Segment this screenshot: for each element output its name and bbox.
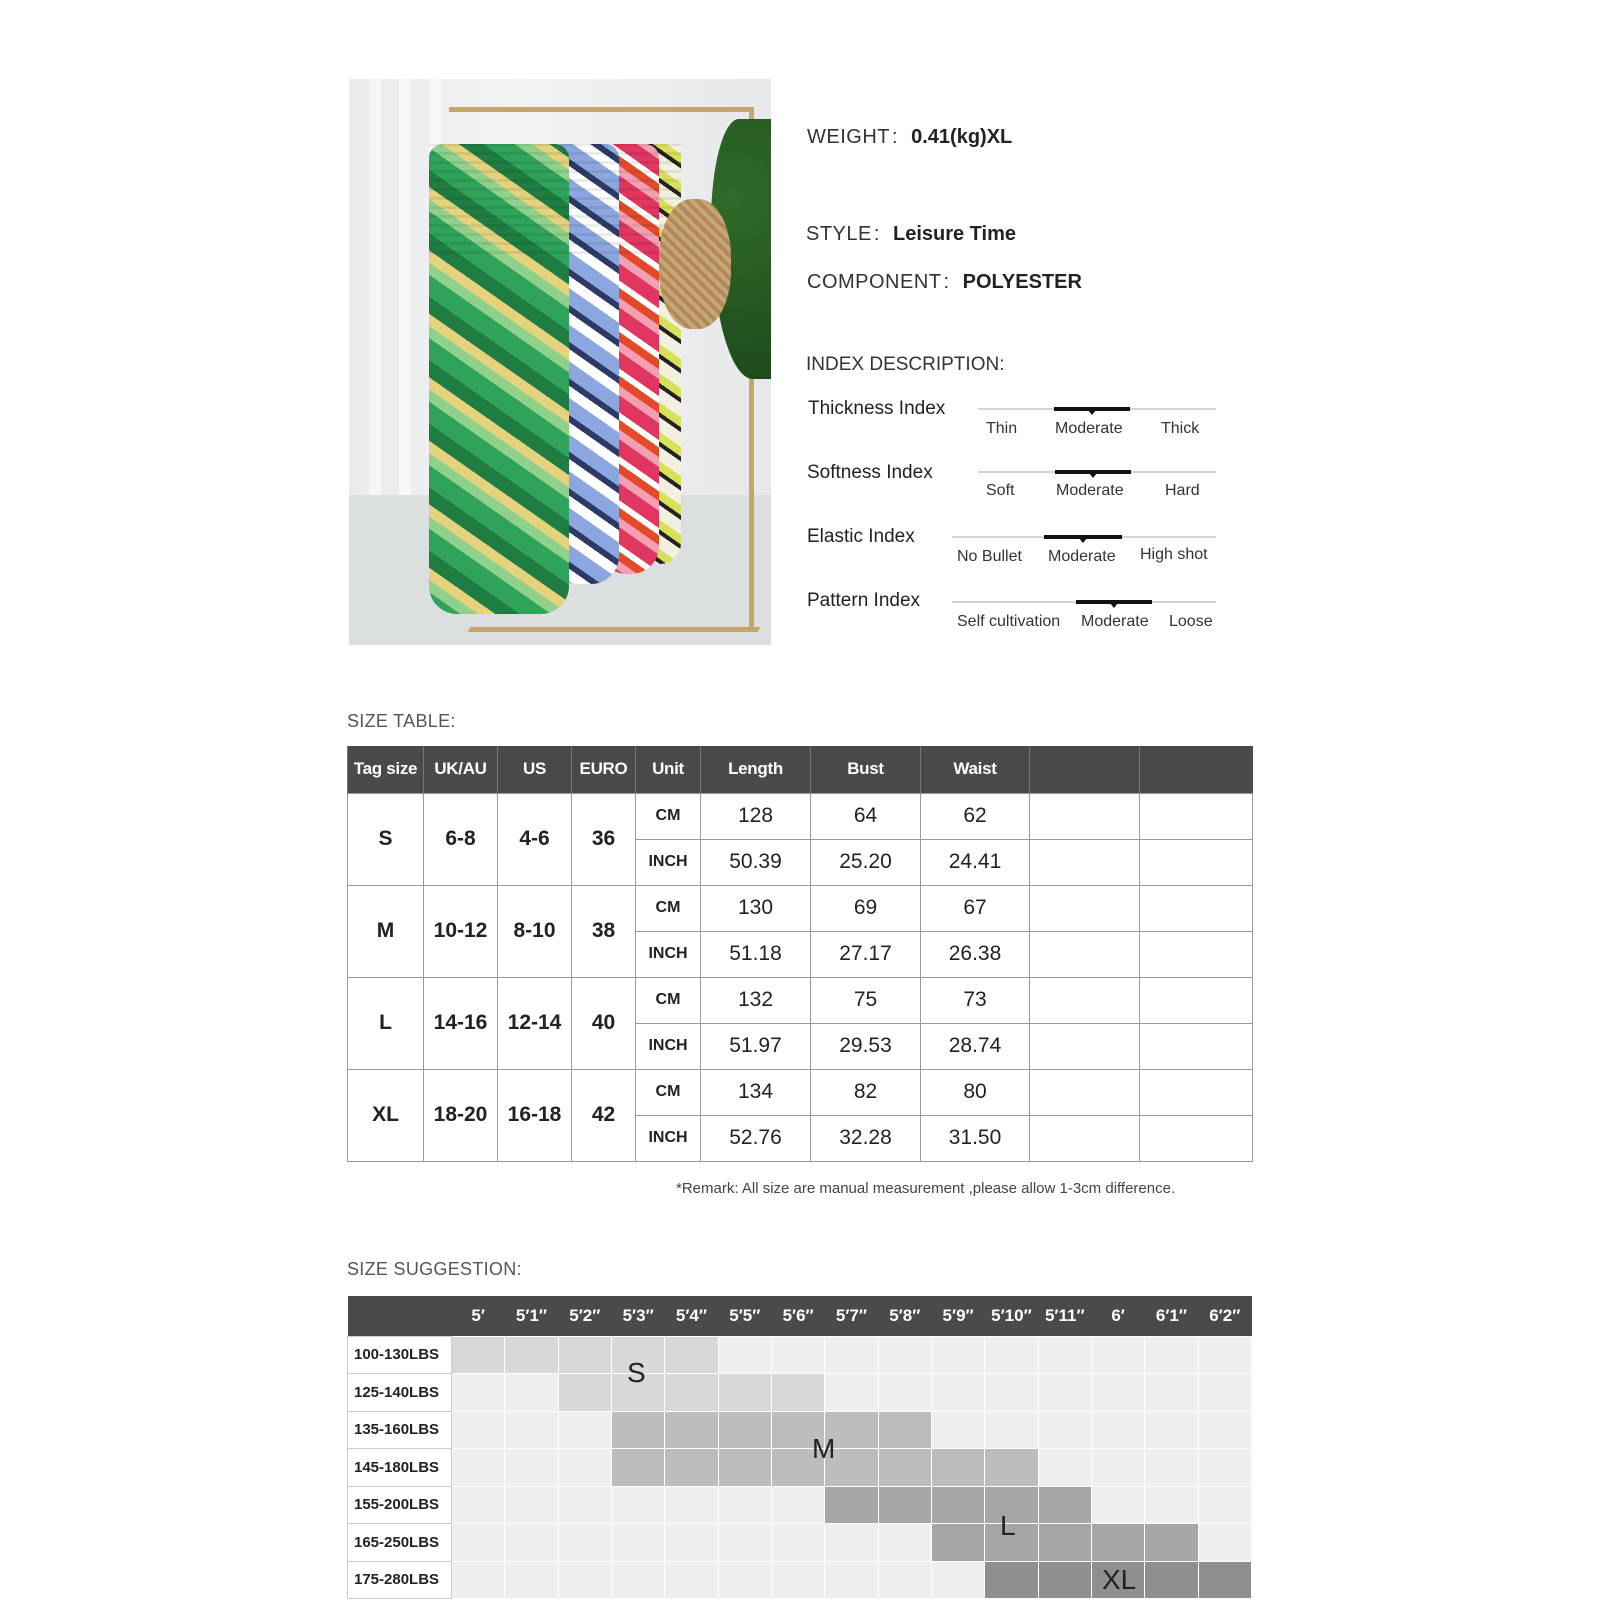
empty-cell xyxy=(1030,931,1140,977)
suggestion-cell xyxy=(931,1411,984,1449)
euro-size-cell: 38 xyxy=(572,885,636,977)
euro-size-cell: 36 xyxy=(572,793,636,885)
dress-smocking xyxy=(429,144,681,254)
zone-label-s: S xyxy=(627,1357,646,1388)
thickness-option-moderate: Moderate xyxy=(1055,420,1123,437)
bust-cell: 32.28 xyxy=(811,1115,921,1161)
size-table-header-row xyxy=(348,746,1253,793)
suggestion-cell xyxy=(665,1561,718,1599)
suggestion-cell xyxy=(985,1374,1038,1412)
suggestion-cell xyxy=(825,1336,878,1374)
unit-cell: INCH xyxy=(636,1023,701,1069)
height-header-cell: 5′4″ xyxy=(665,1296,718,1336)
height-header-cell: 5′5″ xyxy=(718,1296,771,1336)
height-header-cell: 5′2″ xyxy=(558,1296,611,1336)
table-row xyxy=(348,1411,1252,1449)
suggestion-cell xyxy=(1145,1524,1198,1562)
table-row xyxy=(348,1486,1252,1524)
product-photo xyxy=(349,79,771,645)
tag-size-cell: S xyxy=(348,793,424,885)
size-suggestion-title: SIZE SUGGESTION: xyxy=(347,1259,522,1279)
suggestion-cell xyxy=(878,1336,931,1374)
suggestion-cell xyxy=(1145,1449,1198,1487)
tag-size-cell: M xyxy=(348,885,424,977)
softness-option-hard: Hard xyxy=(1165,482,1200,499)
index-title-text: INDEX DESCRIPTION xyxy=(806,354,1000,375)
pattern-option-loose: Loose xyxy=(1169,613,1213,630)
unit-cell: CM xyxy=(636,977,701,1023)
size-suggestion-grid xyxy=(347,1296,1252,1599)
suggestion-cell xyxy=(931,1561,984,1599)
empty-cell xyxy=(1030,885,1140,931)
suggestion-cell xyxy=(665,1486,718,1524)
zone-label-xl: XL xyxy=(1102,1564,1137,1595)
spec-weight-label: WEIGHT xyxy=(807,126,890,148)
suggestion-cell xyxy=(665,1449,718,1487)
clothing-rack xyxy=(449,107,749,112)
suggestion-cell xyxy=(825,1561,878,1599)
length-cell: 50.39 xyxy=(701,839,811,885)
euro-size-cell: 42 xyxy=(572,1069,636,1161)
us-size-cell: 4-6 xyxy=(498,793,572,885)
suggestion-cell xyxy=(665,1374,718,1412)
suggestion-cell xyxy=(718,1411,771,1449)
header-euro: EURO xyxy=(572,746,636,793)
empty-cell xyxy=(1140,885,1253,931)
curtain-fold xyxy=(369,79,381,495)
index-description-title: INDEX DESCRIPTION: xyxy=(806,354,1005,375)
suggestion-cell xyxy=(1198,1449,1251,1487)
suggestion-cell xyxy=(771,1524,824,1562)
height-header-cell: 5′9″ xyxy=(931,1296,984,1336)
waist-cell: 73 xyxy=(921,977,1030,1023)
header-bust: Bust xyxy=(811,746,921,793)
uk-size-cell: 14-16 xyxy=(424,977,498,1069)
euro-size-cell: 40 xyxy=(572,977,636,1069)
weight-label-cell: 175-280LBS xyxy=(348,1561,452,1599)
suggestion-cell xyxy=(665,1524,718,1562)
length-cell: 132 xyxy=(701,977,811,1023)
suggestion-cell xyxy=(1091,1449,1144,1487)
unit-cell: INCH xyxy=(636,1115,701,1161)
suggestion-cell xyxy=(1091,1374,1144,1412)
empty-cell xyxy=(1140,1115,1253,1161)
table-row xyxy=(348,793,1253,839)
spec-component-label: COMPONENT xyxy=(807,271,942,293)
suggestion-cell xyxy=(505,1486,558,1524)
suggestion-cell xyxy=(611,1449,664,1487)
suggestion-cell xyxy=(931,1336,984,1374)
suggestion-cell xyxy=(718,1336,771,1374)
suggestion-cell xyxy=(558,1561,611,1599)
waist-cell: 67 xyxy=(921,885,1030,931)
elastic-option-moderate: Moderate xyxy=(1048,548,1116,565)
suggestion-cell xyxy=(718,1524,771,1562)
spec-style-value: Leisure Time xyxy=(892,223,1017,245)
suggestion-cell xyxy=(1145,1486,1198,1524)
spec-component: COMPONENT : POLYESTER xyxy=(807,271,1082,293)
suggestion-cell xyxy=(558,1374,611,1412)
length-cell: 51.18 xyxy=(701,931,811,977)
table-row xyxy=(348,1524,1252,1562)
tag-size-cell: L xyxy=(348,977,424,1069)
header-uk-au: UK/AU xyxy=(424,746,498,793)
empty-cell xyxy=(1140,1069,1253,1115)
spec-component-value: POLYESTER xyxy=(962,271,1082,293)
straw-bag xyxy=(659,199,731,329)
suggestion-cell xyxy=(452,1449,505,1487)
suggestion-cell xyxy=(825,1374,878,1412)
suggestion-cell xyxy=(878,1374,931,1412)
suggestion-cell xyxy=(505,1561,558,1599)
size-remark: *Remark: All size are manual measurement ,please allow 1-3cm difference. xyxy=(676,1180,1176,1197)
thickness-option-thin: Thin xyxy=(986,420,1018,437)
suggestion-cell xyxy=(665,1336,718,1374)
height-header-row xyxy=(348,1296,1252,1336)
length-cell: 128 xyxy=(701,793,811,839)
empty-cell xyxy=(1140,1023,1253,1069)
bust-cell: 75 xyxy=(811,977,921,1023)
pattern-index-label: Pattern Index xyxy=(807,590,921,611)
suggestion-cell xyxy=(771,1561,824,1599)
suggestion-cell xyxy=(558,1411,611,1449)
suggestion-cell xyxy=(1038,1561,1091,1599)
suggestion-cell xyxy=(718,1449,771,1487)
unit-cell: CM xyxy=(636,885,701,931)
us-size-cell: 12-14 xyxy=(498,977,572,1069)
curtain-fold xyxy=(399,79,411,495)
header-waist: Waist xyxy=(921,746,1030,793)
clothing-rack-base xyxy=(468,627,760,632)
suggestion-cell xyxy=(1091,1336,1144,1374)
suggestion-cell xyxy=(1145,1336,1198,1374)
suggestion-cell xyxy=(985,1336,1038,1374)
suggestion-cell xyxy=(931,1374,984,1412)
thickness-option-thick: Thick xyxy=(1161,420,1200,437)
suggestion-cell xyxy=(452,1336,505,1374)
suggestion-cell xyxy=(1038,1486,1091,1524)
suggestion-cell xyxy=(505,1411,558,1449)
height-header-cell: 5′1″ xyxy=(505,1296,558,1336)
height-header-cell: 5′ xyxy=(452,1296,505,1336)
suggestion-cell xyxy=(505,1374,558,1412)
suggestion-cell xyxy=(718,1486,771,1524)
bust-cell: 25.20 xyxy=(811,839,921,885)
suggestion-cell xyxy=(505,1336,558,1374)
suggestion-cell xyxy=(931,1524,984,1562)
weight-label-cell: 165-250LBS xyxy=(348,1524,452,1562)
weight-label-cell: 145-180LBS xyxy=(348,1449,452,1487)
suggestion-cell xyxy=(1091,1486,1144,1524)
bust-cell: 64 xyxy=(811,793,921,839)
suggestion-cell xyxy=(558,1486,611,1524)
height-header-cell: 6′ xyxy=(1091,1296,1144,1336)
spec-style-label: STYLE xyxy=(806,223,872,245)
height-header-cell: 5′6″ xyxy=(771,1296,824,1336)
uk-size-cell: 6-8 xyxy=(424,793,498,885)
table-row xyxy=(348,1374,1252,1412)
suggestion-cell xyxy=(931,1449,984,1487)
suggestion-cell xyxy=(878,1524,931,1562)
unit-cell: INCH xyxy=(636,839,701,885)
softness-index-marker xyxy=(1055,470,1131,474)
bust-cell: 69 xyxy=(811,885,921,931)
height-header-cell: 5′11″ xyxy=(1038,1296,1091,1336)
waist-cell: 62 xyxy=(921,793,1030,839)
suggestion-cell xyxy=(1198,1336,1251,1374)
header-us: US xyxy=(498,746,572,793)
elastic-option-no-bullet: No Bullet xyxy=(957,548,1022,565)
header-unit: Unit xyxy=(636,746,701,793)
unit-cell: CM xyxy=(636,1069,701,1115)
waist-cell: 80 xyxy=(921,1069,1030,1115)
table-row xyxy=(348,1336,1252,1374)
weight-label-cell: 125-140LBS xyxy=(348,1374,452,1412)
table-row xyxy=(348,977,1253,1023)
spec-style: STYLE : Leisure Time xyxy=(806,223,1017,245)
suggestion-cell xyxy=(1038,1374,1091,1412)
suggestion-cell xyxy=(985,1449,1038,1487)
size-table xyxy=(347,746,1253,1162)
elastic-index-marker xyxy=(1044,535,1122,539)
waist-cell: 28.74 xyxy=(921,1023,1030,1069)
corner-cell xyxy=(348,1296,452,1336)
waist-cell: 31.50 xyxy=(921,1115,1030,1161)
height-header-cell: 5′8″ xyxy=(878,1296,931,1336)
empty-cell xyxy=(1140,793,1253,839)
spec-weight: WEIGHT : 0.41(kg)XL xyxy=(807,126,1013,148)
suggestion-cell xyxy=(558,1336,611,1374)
elastic-option-high-shot: High shot xyxy=(1140,546,1208,563)
suggestion-cell xyxy=(1038,1411,1091,1449)
us-size-cell: 8-10 xyxy=(498,885,572,977)
size-table-title: SIZE TABLE: xyxy=(347,711,456,731)
height-header-cell: 6′2″ xyxy=(1198,1296,1251,1336)
suggestion-cell xyxy=(878,1486,931,1524)
suggestion-cell xyxy=(985,1561,1038,1599)
suggestion-cell xyxy=(1038,1336,1091,1374)
suggestion-cell xyxy=(1091,1524,1144,1562)
empty-cell xyxy=(1030,839,1140,885)
length-cell: 52.76 xyxy=(701,1115,811,1161)
suggestion-cell xyxy=(1198,1561,1251,1599)
table-row xyxy=(348,1449,1252,1487)
pattern-option-self-cultivation: Self cultivation xyxy=(957,613,1061,630)
suggestion-cell xyxy=(1145,1411,1198,1449)
header-empty xyxy=(1140,746,1253,793)
suggestion-cell xyxy=(1198,1411,1251,1449)
suggestion-cell xyxy=(771,1374,824,1412)
length-cell: 51.97 xyxy=(701,1023,811,1069)
suggestion-cell xyxy=(878,1449,931,1487)
suggestion-cell xyxy=(825,1524,878,1562)
bust-cell: 29.53 xyxy=(811,1023,921,1069)
suggestion-cell xyxy=(718,1374,771,1412)
softness-option-moderate: Moderate xyxy=(1056,482,1124,499)
height-header-cell: 6′1″ xyxy=(1145,1296,1198,1336)
table-row xyxy=(348,1069,1253,1115)
thickness-index-marker xyxy=(1054,407,1130,411)
weight-label-cell: 100-130LBS xyxy=(348,1336,452,1374)
suggestion-cell xyxy=(771,1486,824,1524)
tag-size-cell: XL xyxy=(348,1069,424,1161)
waist-cell: 24.41 xyxy=(921,839,1030,885)
bust-cell: 82 xyxy=(811,1069,921,1115)
zone-label-l: L xyxy=(1000,1510,1016,1541)
empty-cell xyxy=(1030,1023,1140,1069)
height-header-cell: 5′10″ xyxy=(985,1296,1038,1336)
suggestion-cell xyxy=(1038,1524,1091,1562)
suggestion-cell xyxy=(558,1524,611,1562)
empty-cell xyxy=(1140,977,1253,1023)
length-cell: 130 xyxy=(701,885,811,931)
bust-cell: 27.17 xyxy=(811,931,921,977)
empty-cell xyxy=(1140,931,1253,977)
uk-size-cell: 18-20 xyxy=(424,1069,498,1161)
suggestion-cell xyxy=(611,1524,664,1562)
empty-cell xyxy=(1030,793,1140,839)
suggestion-cell xyxy=(452,1411,505,1449)
suggestion-cell xyxy=(665,1411,718,1449)
us-size-cell: 16-18 xyxy=(498,1069,572,1161)
softness-option-soft: Soft xyxy=(986,482,1015,499)
suggestion-cell xyxy=(611,1486,664,1524)
empty-cell xyxy=(1030,1115,1140,1161)
suggestion-cell xyxy=(1145,1561,1198,1599)
waist-cell: 26.38 xyxy=(921,931,1030,977)
uk-size-cell: 10-12 xyxy=(424,885,498,977)
height-header-cell: 5′3″ xyxy=(611,1296,664,1336)
elastic-index-label: Elastic Index xyxy=(807,526,915,547)
length-cell: 134 xyxy=(701,1069,811,1115)
spec-weight-value: 0.41(kg)XL xyxy=(911,126,1013,148)
suggestion-cell xyxy=(718,1561,771,1599)
suggestion-cell xyxy=(452,1524,505,1562)
suggestion-cell xyxy=(825,1486,878,1524)
suggestion-cell xyxy=(452,1486,505,1524)
header-empty xyxy=(1030,746,1140,793)
suggestion-cell xyxy=(505,1449,558,1487)
zone-label-m: M xyxy=(812,1433,836,1464)
suggestion-cell xyxy=(1091,1411,1144,1449)
suggestion-cell xyxy=(985,1411,1038,1449)
suggestion-cell xyxy=(878,1561,931,1599)
empty-cell xyxy=(1140,839,1253,885)
suggestion-cell xyxy=(611,1411,664,1449)
suggestion-cell xyxy=(878,1411,931,1449)
suggestion-cell xyxy=(1145,1374,1198,1412)
suggestion-cell xyxy=(505,1524,558,1562)
unit-cell: INCH xyxy=(636,931,701,977)
suggestion-cell xyxy=(1198,1524,1251,1562)
suggestion-cell xyxy=(771,1336,824,1374)
suggestion-cell xyxy=(452,1374,505,1412)
suggestion-cell xyxy=(452,1561,505,1599)
empty-cell xyxy=(1030,1069,1140,1115)
empty-cell xyxy=(1030,977,1140,1023)
suggestion-cell xyxy=(558,1449,611,1487)
thickness-index-label: Thickness Index xyxy=(808,398,946,419)
header-tag-size: Tag size xyxy=(348,746,424,793)
pattern-index-marker xyxy=(1076,600,1152,604)
suggestion-cell xyxy=(611,1561,664,1599)
table-row xyxy=(348,885,1253,931)
header-length: Length xyxy=(701,746,811,793)
softness-index-label: Softness Index xyxy=(807,462,933,483)
suggestion-cell xyxy=(1198,1374,1251,1412)
pattern-option-moderate: Moderate xyxy=(1081,613,1149,630)
weight-label-cell: 155-200LBS xyxy=(348,1486,452,1524)
suggestion-cell xyxy=(931,1486,984,1524)
height-header-cell: 5′7″ xyxy=(825,1296,878,1336)
unit-cell: CM xyxy=(636,793,701,839)
weight-label-cell: 135-160LBS xyxy=(348,1411,452,1449)
suggestion-cell xyxy=(1038,1449,1091,1487)
suggestion-cell xyxy=(1198,1486,1251,1524)
